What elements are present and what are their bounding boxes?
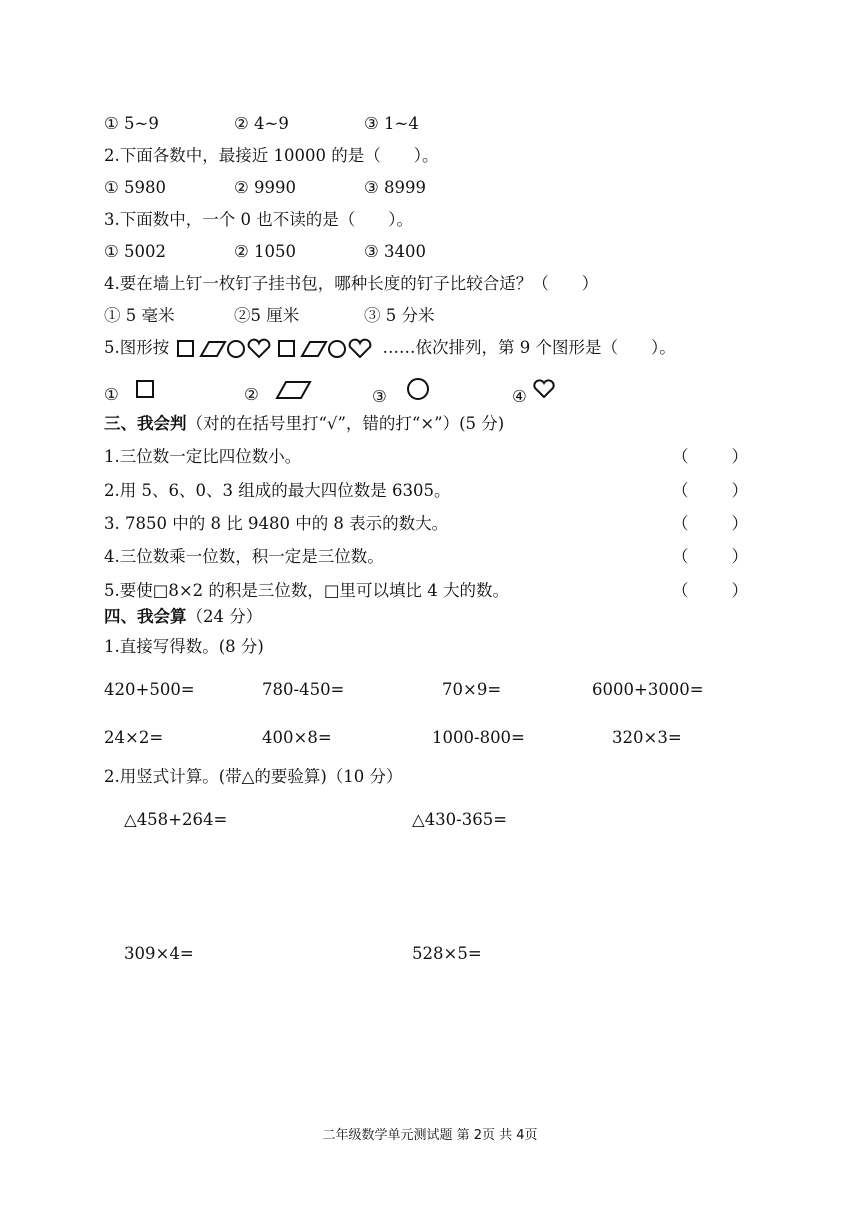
heart-icon	[532, 378, 558, 400]
question-4: 4.要在墙上钉一枚钉子挂书包，哪种长度的钉子比较合适？（ ）	[104, 274, 599, 293]
calc-sub2: 2.用竖式计算。(带△的要验算)（10 分）	[104, 767, 403, 786]
judge-section-heading	[104, 413, 504, 435]
q3-option-2: ② 1050	[234, 242, 297, 261]
q3-option-1: ① 5002	[104, 242, 167, 261]
heart-icon	[248, 339, 269, 356]
q5-option-3: ③	[372, 378, 432, 408]
judge-item-2: 2.用 5、6、0、3 组成的最大四位数是 6305。	[104, 481, 451, 500]
q5-option-1: ①	[104, 378, 158, 406]
judge-title: 三、我会判	[104, 414, 187, 433]
square-icon	[134, 378, 158, 402]
judge-item-3: 3. 7850 中的 8 比 9480 中的 8 表示的数大。	[104, 514, 449, 533]
vertical-calc-item: △430-365=	[412, 810, 508, 829]
q4-option-2: ②5 厘米	[234, 306, 300, 325]
oral-calc-item: 70×9=	[442, 680, 502, 699]
circle-icon	[228, 341, 244, 357]
page-footer: 二年级数学单元测试题 第 2页 共 4页	[322, 1128, 538, 1143]
q2-option-1: ① 5980	[104, 178, 167, 197]
oral-calc-item: 780-450=	[262, 680, 345, 699]
q5-option-2: ②	[244, 378, 314, 406]
q1-option-2: ② 4~9	[234, 114, 289, 133]
q4-option-3: ③ 5 分米	[364, 306, 435, 325]
oral-calc-item: 24×2=	[104, 728, 164, 747]
judge-item-4: 4.三位数乘一位数，积一定是三位数。	[104, 547, 384, 566]
judge-item-1: 1.三位数一定比四位数小。	[104, 447, 302, 466]
parallelogram-icon	[201, 342, 225, 356]
q3-option-3: ③ 3400	[364, 242, 427, 261]
circle-icon	[404, 378, 432, 404]
vertical-calc-item: △458+264=	[124, 810, 228, 829]
calc-sub1: 1.直接写得数。(8 分)	[104, 637, 264, 656]
parallelogram-icon	[274, 378, 314, 402]
oral-calc-item: 6000+3000=	[592, 680, 704, 699]
oral-calc-item: 400×8=	[262, 728, 332, 747]
q1-option-3: ③ 1~4	[364, 114, 419, 133]
square-icon	[178, 341, 193, 356]
oral-calc-item: 420+500=	[104, 680, 195, 699]
circle-icon	[329, 341, 345, 357]
q5-prefix: 5.图形按	[104, 338, 170, 357]
vertical-calc-item: 528×5=	[412, 944, 482, 963]
vertical-calc-item: 309×4=	[124, 944, 194, 963]
calc-section-heading	[104, 606, 262, 628]
shape-sequence	[175, 338, 383, 360]
square-icon	[279, 341, 294, 356]
q2-option-3: ③ 8999	[364, 178, 427, 197]
question-3: 3.下面数中，一个 0 也不读的是（ ）。	[104, 210, 413, 229]
question-5	[104, 337, 676, 360]
calc-score: （24 分）	[186, 607, 263, 626]
q2-option-2: ② 9990	[234, 178, 297, 197]
oral-calc-item: 1000-800=	[432, 728, 525, 747]
judge-subtitle: （对的在括号里打“√”，错的打“×”）(5 分)	[186, 414, 505, 433]
heart-icon	[349, 339, 370, 356]
calc-title: 四、我会算	[104, 607, 187, 626]
q5-suffix: ……依次排列，第 9 个图形是（ ）。	[382, 338, 676, 357]
question-2: 2.下面各数中，最接近 10000 的是（ ）。	[104, 146, 439, 165]
q5-option-4: ④	[512, 378, 558, 408]
oral-calc-item: 320×3=	[612, 728, 682, 747]
parallelogram-icon	[302, 342, 326, 356]
q4-option-1: ① 5 毫米	[104, 306, 175, 325]
q1-option-1: ① 5~9	[104, 114, 159, 133]
judge-item-5: 5.要使□8×2 的积是三位数，□里可以填比 4 大的数。	[104, 581, 509, 600]
